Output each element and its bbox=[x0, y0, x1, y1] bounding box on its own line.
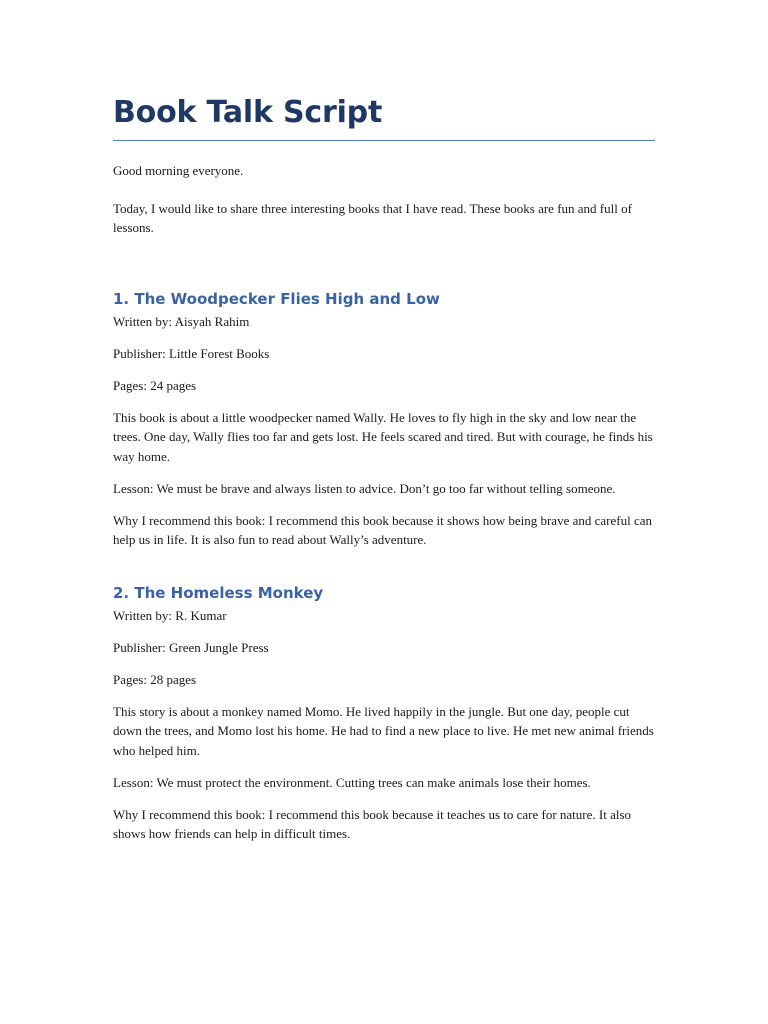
book-author: Written by: Aisyah Rahim bbox=[113, 313, 250, 329]
intro-paragraph: Today, I would like to share three interesting books that I have read. These books are fun and full of lessons. bbox=[113, 200, 632, 235]
book-lesson: Lesson: We must protect the environment. Cutting trees can make animals lose their homes. bbox=[113, 774, 591, 790]
book-heading: 2. The Homeless Monkey bbox=[113, 583, 324, 602]
book-author: Written by: R. Kumar bbox=[113, 607, 227, 623]
title-underline bbox=[113, 140, 655, 141]
document-title: Book Talk Script bbox=[113, 95, 383, 130]
book-section-1 bbox=[113, 288, 655, 550]
book-summary: This story is about a monkey named Momo. He lived happily in the jungle. But one day, people cut down the trees, and Momo lost his home. He had to find a new place to live. He met new animal friends who helped him. bbox=[113, 703, 654, 758]
book-section-2 bbox=[113, 582, 655, 844]
book-heading: 1. The Woodpecker Flies High and Low bbox=[113, 289, 440, 308]
book-lesson: Lesson: We must be brave and always listen to advice. Don’t go too far without telling someone. bbox=[113, 480, 616, 496]
book-publisher: Publisher: Green Jungle Press bbox=[113, 639, 269, 655]
book-summary: This book is about a little woodpecker named Wally. He loves to fly high in the sky and low near the trees. One day, Wally flies too far and gets lost. He feels scared and tired. But with courage, he finds his way home. bbox=[113, 409, 653, 464]
book-pages: Pages: 24 pages bbox=[113, 377, 197, 393]
greeting-paragraph: Good morning everyone. bbox=[113, 163, 244, 178]
book-pages: Pages: 28 pages bbox=[113, 671, 197, 687]
book-publisher: Publisher: Little Forest Books bbox=[113, 345, 270, 361]
book-recommendation: Why I recommend this book: I recommend this book because it teaches us to care for nature. It also shows how friends can help in difficult times. bbox=[113, 806, 632, 841]
book-recommendation: Why I recommend this book: I recommend this book because it shows how being brave and careful can help us in life. It is also fun to read about Wally’s adventure. bbox=[113, 512, 652, 547]
